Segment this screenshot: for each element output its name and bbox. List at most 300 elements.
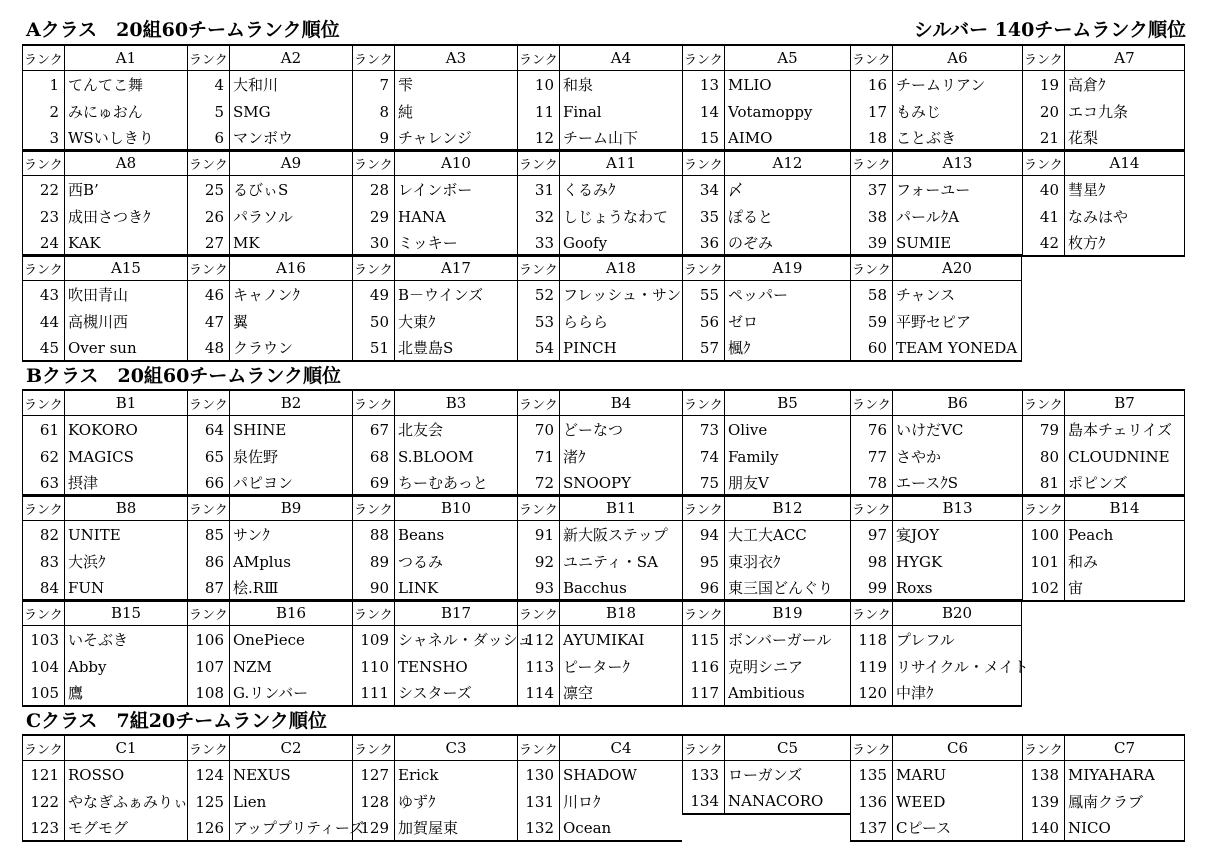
rank-number: 23 (22, 203, 64, 230)
group-header: B17 (394, 599, 517, 626)
rank-number: 121 (22, 761, 64, 788)
team-name: 和泉 (559, 71, 682, 98)
group-header: B1 (64, 389, 187, 416)
team-name: Abby (64, 653, 187, 680)
team-name: みにゅおん (64, 98, 187, 125)
rank-number: 106 (187, 626, 229, 653)
team-name: 東羽衣ｸ (724, 548, 850, 575)
team-name: HYGK (892, 548, 1022, 575)
team-name: Over sun (64, 335, 187, 362)
rank-header: ランク (682, 734, 724, 761)
rank-number: 49 (352, 281, 394, 308)
rank-number: 50 (352, 308, 394, 335)
rank-number: 72 (517, 470, 559, 497)
group-header: C5 (724, 734, 850, 761)
team-name: PINCH (559, 335, 682, 362)
rank-header: ランク (850, 599, 892, 626)
rank-number: 135 (850, 761, 892, 788)
rank-number: 76 (850, 416, 892, 443)
rank-header: ランク (850, 149, 892, 176)
team-name: TENSHO (394, 653, 517, 680)
team-name: ちーむあっと (394, 470, 517, 497)
group-header: C2 (229, 734, 352, 761)
rank-number: 62 (22, 443, 64, 470)
rank-number: 32 (517, 203, 559, 230)
rank-header: ランク (517, 149, 559, 176)
team-name: 泉佐野 (229, 443, 352, 470)
rank-header: ランク (187, 494, 229, 521)
team-name: フレッシュ・サン (559, 281, 682, 308)
group-header: B3 (394, 389, 517, 416)
group-header: A16 (229, 254, 352, 281)
rank-number: 7 (352, 71, 394, 98)
group-header: B11 (559, 494, 682, 521)
team-name: ミッキー (394, 230, 517, 257)
team-name: Olive (724, 416, 850, 443)
rank-number: 98 (850, 548, 892, 575)
rank-table-block (22, 494, 1185, 602)
rank-number: 129 (352, 815, 394, 842)
team-name: Votamoppy (724, 98, 850, 125)
rank-header: ランク (1022, 44, 1064, 71)
rank-number: 47 (187, 308, 229, 335)
team-name: 和み (1064, 548, 1185, 575)
team-name: KOKORO (64, 416, 187, 443)
rank-number: 83 (22, 548, 64, 575)
rank-number: 119 (850, 653, 892, 680)
team-name: アッププリティーズ (229, 815, 352, 842)
rank-number: 93 (517, 575, 559, 602)
rank-number: 96 (682, 575, 724, 602)
b-class-title: Bクラス 20組60チームランク順位 (26, 365, 341, 387)
team-name: 北豊島S (394, 335, 517, 362)
rank-number: 13 (682, 71, 724, 98)
rank-number: 17 (850, 98, 892, 125)
rank-number: 8 (352, 98, 394, 125)
rank-number: 11 (517, 98, 559, 125)
team-name: 大和川 (229, 71, 352, 98)
rank-number: 12 (517, 125, 559, 152)
rank-header: ランク (187, 149, 229, 176)
rank-number: 2 (22, 98, 64, 125)
team-name: どーなつ (559, 416, 682, 443)
team-name: くるみｸ (559, 176, 682, 203)
team-name: ボンバーガール (724, 626, 850, 653)
team-name: パラソル (229, 203, 352, 230)
group-header: C7 (1064, 734, 1185, 761)
team-name: 枚方ｸ (1064, 230, 1185, 257)
group-header: A17 (394, 254, 517, 281)
team-name: 成田さつきｸ (64, 203, 187, 230)
rank-header: ランク (22, 599, 64, 626)
rank-number: 87 (187, 575, 229, 602)
rank-header: ランク (352, 44, 394, 71)
group-header: A11 (559, 149, 682, 176)
rank-number: 10 (517, 71, 559, 98)
team-name: 楓ｸ (724, 335, 850, 362)
rank-number: 68 (352, 443, 394, 470)
group-header: A1 (64, 44, 187, 71)
team-name: Family (724, 443, 850, 470)
a-class-title: Aクラス 20組60チームランク順位 (26, 19, 340, 41)
rank-table-block (22, 734, 1185, 842)
team-name: つるみ (394, 548, 517, 575)
rank-number: 117 (682, 680, 724, 707)
group-header: A19 (724, 254, 850, 281)
group-header: A6 (892, 44, 1022, 71)
rank-number: 101 (1022, 548, 1064, 575)
group-header: B2 (229, 389, 352, 416)
rank-number: 128 (352, 788, 394, 815)
team-name: ペッパー (724, 281, 850, 308)
team-name: WEED (892, 788, 1022, 815)
team-name: ローガンズ (724, 761, 850, 788)
rank-number: 70 (517, 416, 559, 443)
rank-number: 66 (187, 470, 229, 497)
rank-header: ランク (682, 494, 724, 521)
rank-number: 137 (850, 815, 892, 842)
team-name: TEAM YONEDA (892, 335, 1022, 362)
rank-header: ランク (352, 494, 394, 521)
rank-header: ランク (1022, 734, 1064, 761)
team-name: Ocean (559, 815, 682, 842)
group-header: B20 (892, 599, 1022, 626)
team-name: いけだVC (892, 416, 1022, 443)
team-name: MLIO (724, 71, 850, 98)
team-name: Cピース (892, 815, 1022, 842)
rank-number: 131 (517, 788, 559, 815)
group-header: B13 (892, 494, 1022, 521)
rank-header: ランク (187, 44, 229, 71)
rank-header: ランク (850, 494, 892, 521)
rank-number: 5 (187, 98, 229, 125)
rank-header: ランク (850, 389, 892, 416)
team-name: シャネル・ダッシュ (394, 626, 517, 653)
rank-header: ランク (1022, 149, 1064, 176)
team-name: UNITE (64, 521, 187, 548)
team-name: AIMO (724, 125, 850, 152)
team-name: 渚ｸ (559, 443, 682, 470)
c-class-title: Cクラス 7組20チームランク順位 (26, 710, 327, 732)
rank-number: 105 (22, 680, 64, 707)
team-name: NANACORO (724, 788, 850, 815)
team-name: 宙 (1064, 575, 1185, 602)
team-name: いそぶき (64, 626, 187, 653)
team-name: FUN (64, 575, 187, 602)
rank-header: ランク (352, 599, 394, 626)
team-name: もみじ (892, 98, 1022, 125)
team-name: ユニティ・SA (559, 548, 682, 575)
rank-number: 91 (517, 521, 559, 548)
rank-number: 102 (1022, 575, 1064, 602)
rank-number: 9 (352, 125, 394, 152)
rank-number: 99 (850, 575, 892, 602)
team-name: しじょうなわて (559, 203, 682, 230)
rank-number: 31 (517, 176, 559, 203)
team-name: SMG (229, 98, 352, 125)
team-name: さやか (892, 443, 1022, 470)
rank-number: 71 (517, 443, 559, 470)
rank-number: 92 (517, 548, 559, 575)
rank-header: ランク (682, 599, 724, 626)
rank-number: 33 (517, 230, 559, 257)
rank-number: 81 (1022, 470, 1064, 497)
team-name: 東三国どんぐり (724, 575, 850, 602)
rank-number: 112 (517, 626, 559, 653)
team-name: 純 (394, 98, 517, 125)
team-name: 吹田青山 (64, 281, 187, 308)
team-name: 高倉ｸ (1064, 71, 1185, 98)
group-header: C1 (64, 734, 187, 761)
team-name: 雫 (394, 71, 517, 98)
rank-number: 42 (1022, 230, 1064, 257)
rank-number: 109 (352, 626, 394, 653)
group-header: A3 (394, 44, 517, 71)
rank-number: 46 (187, 281, 229, 308)
group-header: B8 (64, 494, 187, 521)
rank-number: 39 (850, 230, 892, 257)
team-name: Roxs (892, 575, 1022, 602)
rank-header: ランク (850, 44, 892, 71)
team-name: シスターズ (394, 680, 517, 707)
rank-number: 86 (187, 548, 229, 575)
rank-number: 20 (1022, 98, 1064, 125)
team-name: パールｸA (892, 203, 1022, 230)
team-name: サンｸ (229, 521, 352, 548)
rank-header: ランク (1022, 494, 1064, 521)
rank-number: 55 (682, 281, 724, 308)
rank-header: ランク (850, 254, 892, 281)
rank-number: 57 (682, 335, 724, 362)
team-name: 西B’ (64, 176, 187, 203)
rank-number: 115 (682, 626, 724, 653)
group-header: B16 (229, 599, 352, 626)
rank-number: 3 (22, 125, 64, 152)
rank-number: 53 (517, 308, 559, 335)
team-name: 朋友V (724, 470, 850, 497)
rank-number: 37 (850, 176, 892, 203)
rank-number: 48 (187, 335, 229, 362)
team-name: 克明シニア (724, 653, 850, 680)
group-header: A12 (724, 149, 850, 176)
team-name: Goofy (559, 230, 682, 257)
team-name: レインボー (394, 176, 517, 203)
rank-number: 65 (187, 443, 229, 470)
group-header: B4 (559, 389, 682, 416)
rank-number: 69 (352, 470, 394, 497)
rank-number: 116 (682, 653, 724, 680)
group-header: B19 (724, 599, 850, 626)
team-name: エコ九条 (1064, 98, 1185, 125)
rank-number: 100 (1022, 521, 1064, 548)
rank-number: 24 (22, 230, 64, 257)
rank-number: 133 (682, 761, 724, 788)
rank-number: 38 (850, 203, 892, 230)
team-name: B－ウインズ (394, 281, 517, 308)
group-header: C3 (394, 734, 517, 761)
team-name: ぽると (724, 203, 850, 230)
team-name: ROSSO (64, 761, 187, 788)
group-header: B7 (1064, 389, 1185, 416)
team-name: G.リンバー (229, 680, 352, 707)
group-header: A13 (892, 149, 1022, 176)
rank-header: ランク (850, 734, 892, 761)
team-name: Peach (1064, 521, 1185, 548)
rank-header: ランク (22, 44, 64, 71)
team-name: チームリアン (892, 71, 1022, 98)
team-name: ゼロ (724, 308, 850, 335)
team-name: のぞみ (724, 230, 850, 257)
group-header: B5 (724, 389, 850, 416)
rank-header: ランク (517, 734, 559, 761)
rank-number: 104 (22, 653, 64, 680)
rank-header: ランク (682, 254, 724, 281)
team-name: モグモグ (64, 815, 187, 842)
team-name: 鷹 (64, 680, 187, 707)
rank-number: 94 (682, 521, 724, 548)
rank-header: ランク (187, 734, 229, 761)
rank-number: 59 (850, 308, 892, 335)
rank-number: 56 (682, 308, 724, 335)
team-name: チャレンジ (394, 125, 517, 152)
team-name: 新大阪ステップ (559, 521, 682, 548)
team-name: るびぃS (229, 176, 352, 203)
rank-header: ランク (22, 389, 64, 416)
rank-number: 127 (352, 761, 394, 788)
rank-number: 30 (352, 230, 394, 257)
team-name: WSいしきり (64, 125, 187, 152)
silver-title: シルバー 140チームランク順位 (913, 19, 1186, 41)
team-name: 桧.RⅢ (229, 575, 352, 602)
group-header: A20 (892, 254, 1022, 281)
team-name: SHADOW (559, 761, 682, 788)
group-header: B15 (64, 599, 187, 626)
rank-header: ランク (22, 494, 64, 521)
team-name: リサイクル・メイト (892, 653, 1022, 680)
team-name: 大東ｸ (394, 308, 517, 335)
rank-number: 77 (850, 443, 892, 470)
rank-number: 67 (352, 416, 394, 443)
rank-header: ランク (682, 149, 724, 176)
rank-number: 103 (22, 626, 64, 653)
team-name: AYUMIKAI (559, 626, 682, 653)
rank-number: 25 (187, 176, 229, 203)
rank-number: 75 (682, 470, 724, 497)
rank-number: 45 (22, 335, 64, 362)
team-name: OnePiece (229, 626, 352, 653)
rank-header: ランク (352, 149, 394, 176)
team-name: パピヨン (229, 470, 352, 497)
rank-number: 85 (187, 521, 229, 548)
rank-number: 6 (187, 125, 229, 152)
group-header: B9 (229, 494, 352, 521)
rank-number: 118 (850, 626, 892, 653)
rank-number: 26 (187, 203, 229, 230)
team-name: ポピンズ (1064, 470, 1185, 497)
team-name: Beans (394, 521, 517, 548)
rank-header: ランク (682, 389, 724, 416)
rank-number: 139 (1022, 788, 1064, 815)
team-name: 凛空 (559, 680, 682, 707)
rank-number: 136 (850, 788, 892, 815)
group-header: B18 (559, 599, 682, 626)
team-name: Final (559, 98, 682, 125)
rank-number: 107 (187, 653, 229, 680)
team-name: 大工大ACC (724, 521, 850, 548)
rank-number: 29 (352, 203, 394, 230)
team-name: AMplus (229, 548, 352, 575)
team-name: 川ロｸ (559, 788, 682, 815)
rank-number: 114 (517, 680, 559, 707)
rank-header: ランク (517, 389, 559, 416)
team-name: 摂津 (64, 470, 187, 497)
rank-number: 120 (850, 680, 892, 707)
rank-number: 138 (1022, 761, 1064, 788)
rank-header: ランク (517, 599, 559, 626)
rank-header: ランク (517, 44, 559, 71)
rank-number: 97 (850, 521, 892, 548)
team-name: マンボウ (229, 125, 352, 152)
rank-number: 34 (682, 176, 724, 203)
rank-number: 44 (22, 308, 64, 335)
rank-number: 61 (22, 416, 64, 443)
rank-number: 21 (1022, 125, 1064, 152)
rank-number: 19 (1022, 71, 1064, 98)
team-name: HANA (394, 203, 517, 230)
team-name: MARU (892, 761, 1022, 788)
rank-number: 28 (352, 176, 394, 203)
rank-number: 41 (1022, 203, 1064, 230)
group-header: B14 (1064, 494, 1185, 521)
rank-number: 14 (682, 98, 724, 125)
rank-number: 16 (850, 71, 892, 98)
team-name: Lien (229, 788, 352, 815)
rank-number: 60 (850, 335, 892, 362)
rank-number: 36 (682, 230, 724, 257)
rank-number: 124 (187, 761, 229, 788)
team-name: KAK (64, 230, 187, 257)
team-name: 北友会 (394, 416, 517, 443)
team-name: 彗星ｸ (1064, 176, 1185, 203)
rank-number: 122 (22, 788, 64, 815)
team-name: 宴JOY (892, 521, 1022, 548)
rank-number: 1 (22, 71, 64, 98)
team-name: 鳳南クラブ (1064, 788, 1185, 815)
group-header: B12 (724, 494, 850, 521)
rank-number: 95 (682, 548, 724, 575)
rank-number: 80 (1022, 443, 1064, 470)
rank-number: 113 (517, 653, 559, 680)
rank-number: 58 (850, 281, 892, 308)
team-name: 平野セピア (892, 308, 1022, 335)
group-header: C4 (559, 734, 682, 761)
group-header: A10 (394, 149, 517, 176)
group-header: A18 (559, 254, 682, 281)
team-name: Ambitious (724, 680, 850, 707)
rank-number: 130 (517, 761, 559, 788)
rank-header: ランク (682, 44, 724, 71)
rank-table-block (22, 44, 1185, 152)
rank-number: 90 (352, 575, 394, 602)
team-name: クラウン (229, 335, 352, 362)
team-name: 大浜ｸ (64, 548, 187, 575)
rank-number: 18 (850, 125, 892, 152)
team-name: SUMIE (892, 230, 1022, 257)
rank-number: 22 (22, 176, 64, 203)
rank-table-block (22, 149, 1185, 257)
rank-number: 52 (517, 281, 559, 308)
team-name: 〆 (724, 176, 850, 203)
